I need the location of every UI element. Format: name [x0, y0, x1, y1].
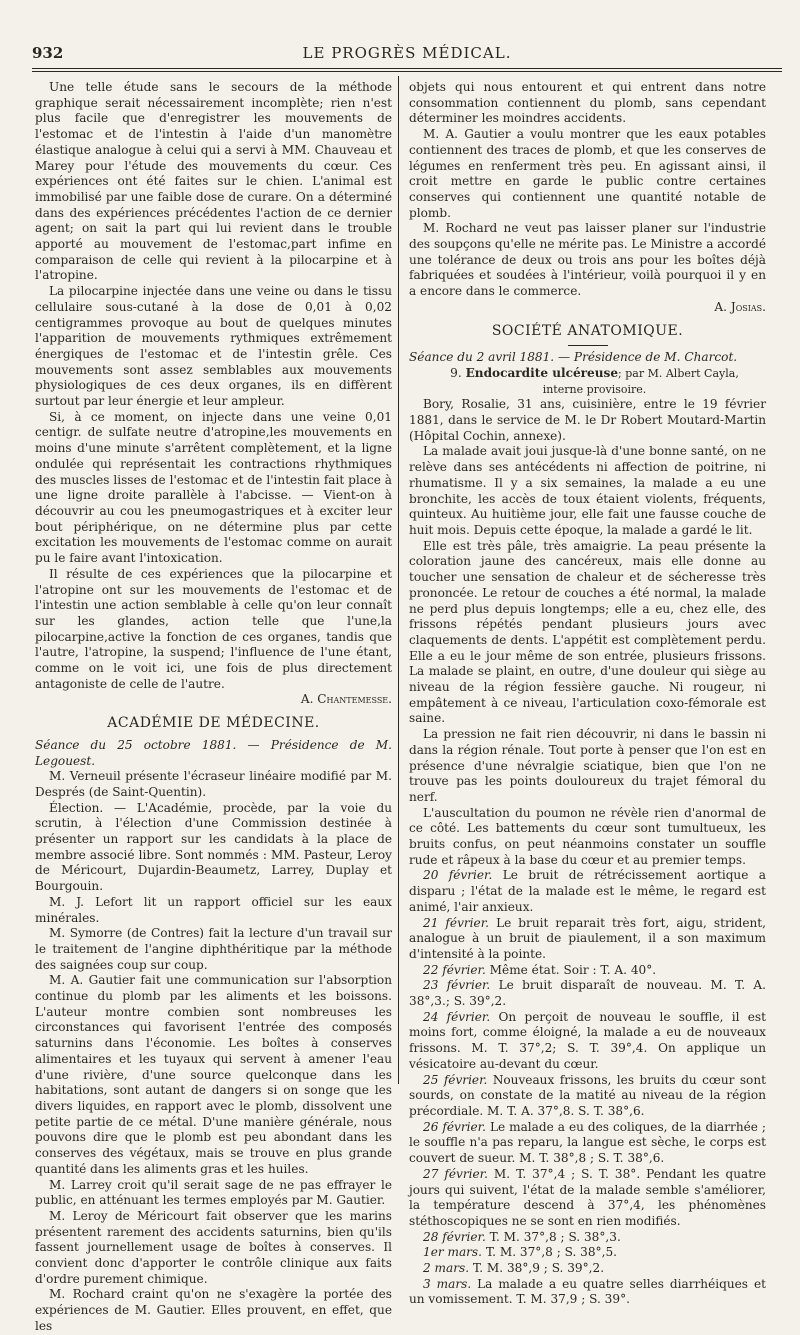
paragraph: Une telle étude sans le secours de la méthode graphique serait nécessairement incomplète; rien n'est plus facile que d'enregistrer les mouvements de l'estomac et de l'intestin à l'aide d'un manomètre élastique analogue à celui qui a servi à MM. Chauveau et Marey pour l'étude des mouvements du cœur. Ces expériences ont été faites sur le chien. L'animal est immobilisé par une faible dose de curare. On a déterminé dans des expériences précédentes l'action de ce dernier agent; on sait la part qui lui revient dans le trouble apporté au mouvement de l'estomac,part infime en comparaison de celle qui revient à la pilocarpine et à l'atropine. — [35, 80, 392, 283]
observation-author: ; par M. Albert Cayla, — [618, 366, 739, 380]
observation-title — [409, 366, 766, 382]
observation-title-bold: Endocardite ulcéreuse — [465, 365, 619, 380]
signature: A. Chantemesse. — [300, 692, 392, 707]
running-title: LE PROGRÈS MÉDICAL. — [302, 44, 512, 62]
paragraph: M. Leroy de Méricourt fait observer que les marins présentent rarement des accidents saturnins, bien qu'ils fassent journellement usage de boîtes à conserves. Il convient donc d'apporter le contrôle clinique aux faits d'ordre purement chimique. — [35, 1208, 392, 1286]
paragraph: Bory, Rosalie, 31 ans, cuisinière, entre le 19 février 1881, dans le service de M. le Dr Robert Moutard-Martin (Hôpital Cochin, annexe). — [409, 397, 766, 443]
header-rule — [32, 68, 782, 69]
diary-entry — [409, 1120, 766, 1167]
diary-entry — [409, 1245, 766, 1261]
diary-date: 3 mars. — [423, 1276, 472, 1291]
diary-entry — [409, 1277, 766, 1308]
diary-text: On perçoit de nouveau le souffle, il est moins fort, comme éloigné, la malade a eu de nouveaux frissons. M. T. 37°,2; S. T. 39°,4. On applique un vésicatoire au-devant du cœur. — [409, 1009, 766, 1071]
observation-number: 9. — [450, 365, 462, 380]
left-column — [35, 80, 392, 1335]
diary-date: 26 février. — [423, 1119, 486, 1134]
diary-date: 22 février. — [423, 962, 486, 977]
paragraph: La malade avait joui jusque-là d'une bonne santé, on ne relève dans ses antécédents ni affection de poitrine, ni rhumatisme. Il y a six semaines, la malade a eu une bronchite, les accès de toux étaient violents, fréquents, quinteux. Au huitième jour, elle fait une fausse couche de huit mois. Depuis cette époque, la malade a gardé le lit. — [409, 444, 766, 537]
diary-entry — [409, 1167, 766, 1230]
diary-date: 21 février. — [423, 915, 490, 930]
diary-date: 2 mars. — [423, 1261, 470, 1276]
diary-entry — [409, 978, 766, 1009]
page-header — [32, 44, 782, 68]
paragraph: M. Rochard craint qu'on ne s'exagère la portée des expériences de M. Gautier. Elles prouvent, en effet, que les — [35, 1287, 392, 1333]
diary-text: La malade a eu quatre selles diarrhéiques et un vomissement. T. M. 37,9 ; S. 39°. — [409, 1276, 766, 1307]
diary-entry — [409, 868, 766, 915]
observation-subtitle: interne provisoire. — [542, 382, 647, 396]
right-column — [409, 80, 766, 1308]
paragraph: M. J. Lefort lit un rapport officiel sur les eaux minérales. — [35, 894, 392, 925]
paragraph: M. Larrey croit qu'il serait sage de ne pas effrayer le public, en atténuant les termes employés par M. Gautier. — [35, 1177, 392, 1208]
paragraph: L'auscultation du poumon ne révèle rien d'anormal de ce côté. Les battements du cœur sont tumultueux, les bruits confus, on peut néanmoins constater un souffle rude et râpeux à la base du cœur et au premier temps. — [409, 805, 766, 867]
paragraph: M. Rochard ne veut pas laisser planer sur l'industrie des soupçons qu'elle ne mérite pas. Le Ministre a accordé une tolérance de deux ou trois ans pour les boîtes déjà fabriquées et soudées à l'intérieur, voilà pourquoi il y en a encore dans le commerce. — [409, 221, 766, 299]
seance-line: Séance du 25 octobre 1881. — Présidence de M. Legouest. — [35, 737, 392, 768]
diary-text: T. M. 37°,8 ; S. 38°,5. — [482, 1245, 617, 1260]
paragraph: M. Verneuil présente l'écraseur linéaire modifié par M. Després (de Saint-Quentin). — [35, 769, 392, 799]
diary-date: 27 février. — [423, 1166, 488, 1181]
diary-entry — [409, 963, 766, 979]
diary-date: 28 février. — [423, 1229, 486, 1244]
paragraph: Si, à ce moment, on injecte dans une veine 0,01 centigr. de sulfate neutre d'atropine,les mouvements en moins d'une minute s'arrêtent complètement, et la ligne ondulée qui représentait les contractions rhythmiques des muscles lisses de l'estomac et de l'intestin fait place à une ligne droite parallèle à l'abcisse. — Vient-on à découvrir au cou les pneumogastriques et à exciter leur bout périphérique, on ne détermine plus par cette excitation les mouvements de l'estomac comme on aurait pu le faire avant l'intoxication. — [35, 409, 392, 566]
diary-text: T. M. 38°,9 ; S. 39°,2. — [469, 1261, 605, 1276]
paragraph: Il résulte de ces expériences que la pilocarpine et l'atropine ont sur les mouvements de l'estomac et de l'intestin une action semblable à celle qu'on leur connaît sur les glandes, action telle que l'une,la pilocarpine,active la fonction de ces organes, tandis que l'autre, l'atropine, la suspend; l'influence de l'une étant, comme on le voit ici, une fois de plus directement antagoniste de celle de l'autre. — [35, 566, 392, 691]
diary-text: T. M. 37°,8 ; S. 38°,3. — [485, 1229, 621, 1244]
diary-text: Même état. Soir : T. A. 40°. — [485, 962, 657, 977]
section-title: ACADÉMIE DE MÉDECINE. — [107, 715, 320, 732]
diary-text: M. T. 37°,4 ; S. T. 38°. Pendant les quatre jours qui suivent, l'état de la malade semble s'améliorer, la température descend à 37°,4, les phénomènes stéthoscopiques ne se sont en rien modifiés. — [409, 1166, 766, 1228]
diary-text: Nouveaux frissons, les bruits du cœur sont sourds, on constate de la matité au niveau de la région précordiale. M. T. A. 37°,8. S. T. 38°,6. — [409, 1072, 766, 1118]
diary-entry — [409, 1261, 766, 1277]
heading-rule — [568, 345, 608, 346]
seance-line: Séance du 2 avril 1881. — Présidence de M. Charcot. — [409, 350, 738, 365]
paragraph: Elle est très pâle, très amaigrie. La peau présente la coloration jaune des cancéreux, mais elle donne au toucher une sensation de chaleur et de sécheresse très prononcée. Le retour de couches a été normal, la malade ne perd plus depuis longtemps; elle a eu, chez elle, des frissons répétés pendant plusieurs jours avec claquements de dents. L'appétit est complètement perdu. Elle a eu le jour même de son entrée, plusieurs frissons. La malade se plaint, en outre, d'une douleur qui siège au niveau de la région fessière gauche. Ni rougeur, ni empâtement à ce niveau, l'articulation coxo-fémorale est saine. — [409, 538, 766, 726]
paragraph: La pilocarpine injectée dans une veine ou dans le tissu cellulaire sous-cutané à la dose de 0,01 à 0,02 centigrammes provoque au bout de quelques minutes l'apparition de mouvements rythmiques extrêmement énergiques de l'estomac et de l'intestin grêle. Ces mouvements sont assez semblables aux mouvements physiologiques de ces deux organes, ils en diffèrent surtout par leur énergie et leur ampleur. — [35, 284, 392, 409]
diary-text: Le bruit reparait très fort, aigu, strident, analogue à un bruit de piaulement, il a son maximum d'intensité à la pointe. — [409, 915, 766, 961]
diary-entry — [409, 1010, 766, 1073]
paragraph: M. A. Gautier a voulu montrer que les eaux potables contiennent des traces de plomb, et que les conserves de légumes en renferment très peu. En agissant ainsi, il croit mettre en garde le public contre certaines conserves qui contiennent une quantité notable de plomb. — [409, 127, 766, 220]
paragraph: objets qui nous entourent et qui entrent dans notre consommation contiennent du plomb, sans cependant déterminer les moindres accidents. — [409, 80, 766, 126]
paragraph: M. A. Gautier fait une communication sur l'absorption continue du plomb par les aliments et les boissons. L'auteur montre combien sont nombreuses les circonstances qui favorisent l'entrée des composés saturnins dans l'économie. Les boîtes à conserves alimentaires et les tuyaux qui servent à amener l'eau d'une rivière, d'une source quelconque dans les habitations, sont autant de dangers si on songe que les divers liquides, en rapport avec le plomb, dissolvent une petite partie de ce métal. D'une manière générale, nous pouvons dire que le plomb est peu abondant dans les conserves des végétaux, mais se trouve en plus grande quantité dans les aliments gras et les huiles. — [35, 973, 392, 1176]
diary-date: 20 février. — [423, 868, 493, 883]
diary-entry — [409, 1073, 766, 1120]
column-divider — [398, 76, 399, 1084]
paragraph: Élection. — L'Académie, procède, par la voie du scrutin, à l'élection d'une Commission destinée à présenter un rapport sur les candidats à la place de membre associé libre. Sont nommés : MM. Pasteur, Leroy de Méricourt, Dujardin-Beaumetz, Larrey, Duplay et Bourgouin. — [35, 800, 392, 894]
diary-text: Le bruit disparaît de nouveau. M. T. A. 38°,3.; S. 39°,2. — [409, 978, 766, 1009]
header-rule-thin — [32, 71, 782, 72]
paragraph: M. Symorre (de Contres) fait la lecture d'un travail sur le traitement de l'angine diphthéritique par la méthode des saignées coup sur coup. — [35, 926, 392, 972]
page-number: 932 — [32, 44, 64, 62]
section-title: SOCIÉTÉ ANATOMIQUE. — [491, 322, 684, 339]
diary-date: 23 février. — [423, 978, 491, 993]
diary-text: Le malade a eu des coliques, de la diarrhée ; le souffle n'a pas reparu, la langue est sèche, le corps est couvert de sueur. M. T. 38°,8 ; S. T. 38°,6. — [409, 1119, 766, 1166]
diary-entry — [409, 916, 766, 963]
diary-date: 1er mars. — [423, 1245, 482, 1260]
diary-entry — [409, 1230, 766, 1246]
diary-text: Le bruit de rétrécissement aortique a disparu ; l'état de la malade est le même, le regard est animé, l'air anxieux. — [409, 868, 766, 914]
signature: A. Josias. — [714, 299, 766, 314]
diary-date: 24 février. — [423, 1009, 491, 1024]
diary-date: 25 février. — [423, 1072, 488, 1087]
paragraph: La pression ne fait rien découvrir, ni dans le bassin ni dans la région rénale. Tout porte à penser que l'on est en présence d'une névralgie sciatique, bien que l'on ne trouve pas les points douloureux du trajet fémoral du nerf. — [409, 727, 766, 804]
